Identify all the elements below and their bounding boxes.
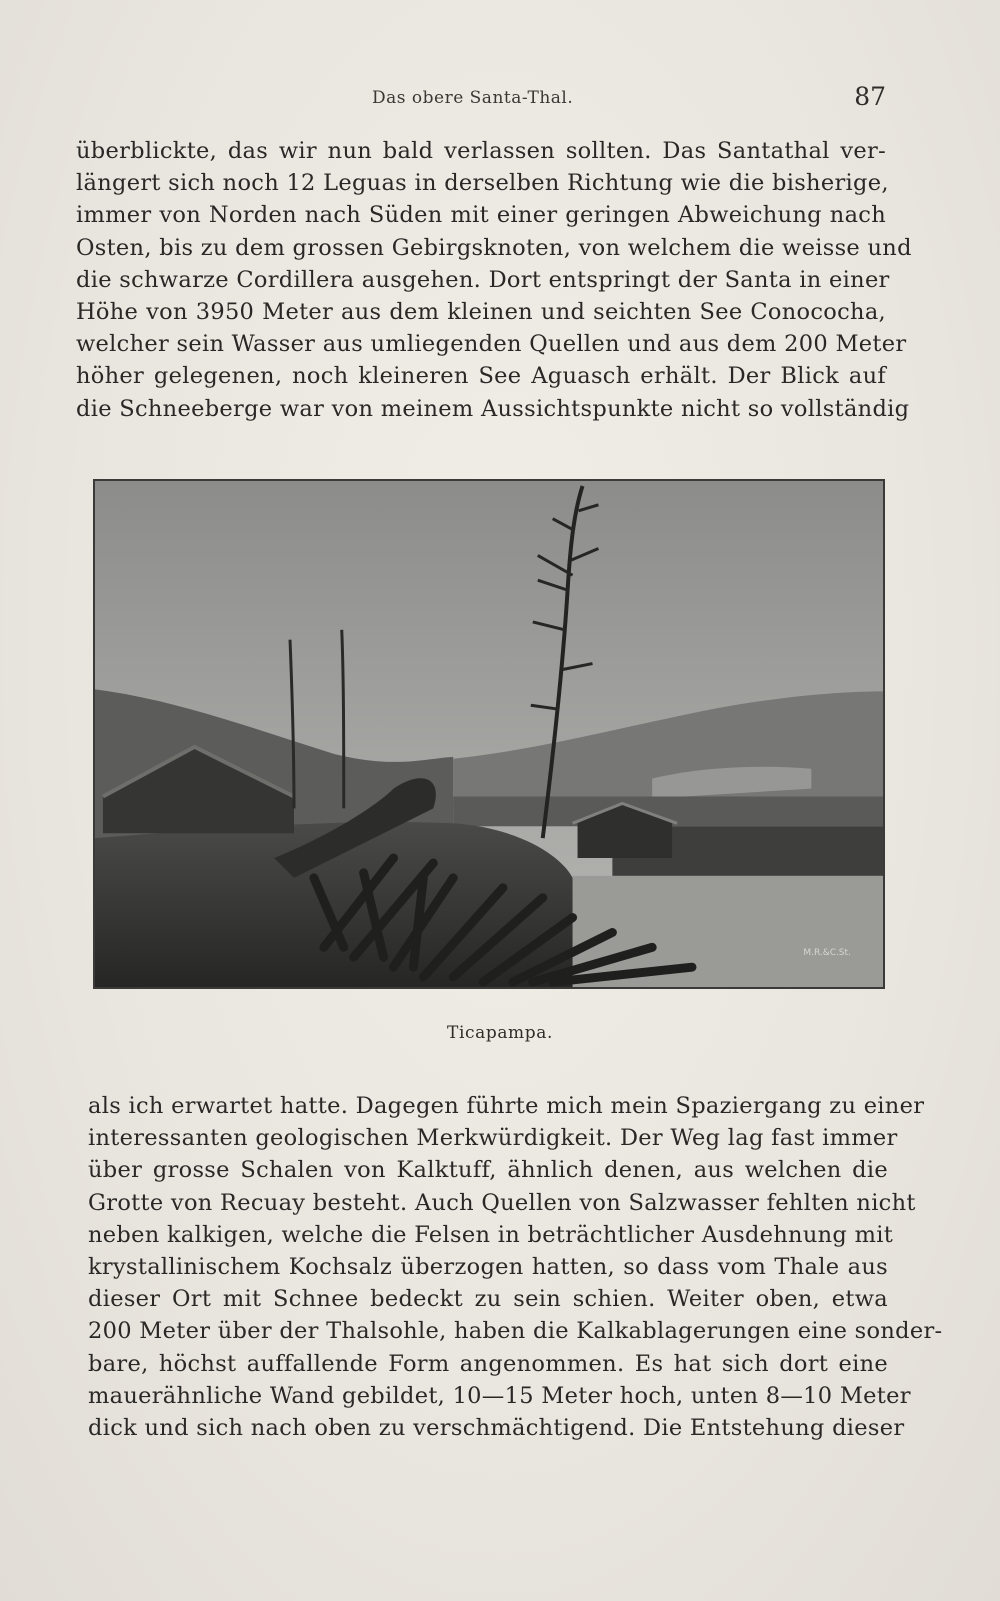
paragraph-top — [76, 135, 912, 425]
text-line: mauerähnliche Wand gebildet, 10—15 Meter hoch, unten 8—10 Meter — [88, 1382, 911, 1409]
text-line: immer von Norden nach Süden mit einer geringen Abweichung nach — [76, 202, 886, 229]
text-line: Grotte von Recuay besteht. Auch Quellen von Salzwasser fehlten nicht — [88, 1189, 916, 1216]
text-line: Höhe von 3950 Meter aus dem kleinen und seichten See Conococha, — [76, 298, 886, 325]
photograph-ticapampa — [93, 479, 885, 989]
paragraph-bottom — [88, 1090, 943, 1444]
figure-caption: Ticapampa. — [447, 1023, 553, 1043]
text-line: dieser Ort mit Schnee bedeckt zu sein schien. Weiter oben, etwa — [88, 1286, 888, 1313]
page-header — [76, 82, 886, 122]
water-pond — [573, 876, 883, 987]
text-line: welcher sein Wasser aus umliegenden Quellen und aus dem 200 Meter — [76, 331, 907, 358]
text-line: über grosse Schalen von Kalktuff, ähnlich denen, aus welchen die — [88, 1157, 888, 1184]
page-number: 87 — [854, 82, 886, 111]
engraver-mark: M.R.&C.St. — [803, 948, 851, 959]
text-line: überblickte, das wir nun bald verlassen sollten. Das Santathal ver- — [76, 138, 886, 164]
text-line: höher gelegenen, noch kleineren See Aguasch erhält. Der Blick auf — [76, 363, 886, 390]
text-line: Osten, bis zu dem grossen Gebirgsknoten, von welchem die weisse und — [76, 234, 912, 261]
text-line: bare, höchst auffallende Form angenommen. Es hat sich dort eine — [88, 1350, 888, 1377]
text-line: längert sich noch 12 Leguas in derselben Richtung wie die bisherige, — [76, 170, 889, 197]
text-line: krystallinischem Kochsalz überzogen hatten, so dass vom Thale aus — [88, 1253, 888, 1280]
text-line: interessanten geologischen Merkwürdigkeit. Der Weg lag fast immer — [88, 1125, 898, 1152]
running-title: Das obere Santa-Thal. — [372, 88, 574, 108]
text-line: dick und sich nach oben zu verschmächtigend. Die Entstehung dieser — [88, 1414, 905, 1441]
landscape-illustration — [95, 481, 883, 987]
text-line: die Schneeberge war von meinem Aussichtspunkte nicht so vollständig — [76, 395, 910, 422]
text-line: 200 Meter über der Thalsohle, haben die Kalkablagerungen eine sonder- — [88, 1318, 943, 1345]
text-line: die schwarze Cordillera ausgehen. Dort entspringt der Santa in einer — [76, 266, 890, 293]
text-line: neben kalkigen, welche die Felsen in beträchtlicher Ausdehnung mit — [88, 1221, 894, 1248]
text-line: als ich erwartet hatte. Dagegen führte mich mein Spaziergang zu einer — [88, 1093, 925, 1119]
